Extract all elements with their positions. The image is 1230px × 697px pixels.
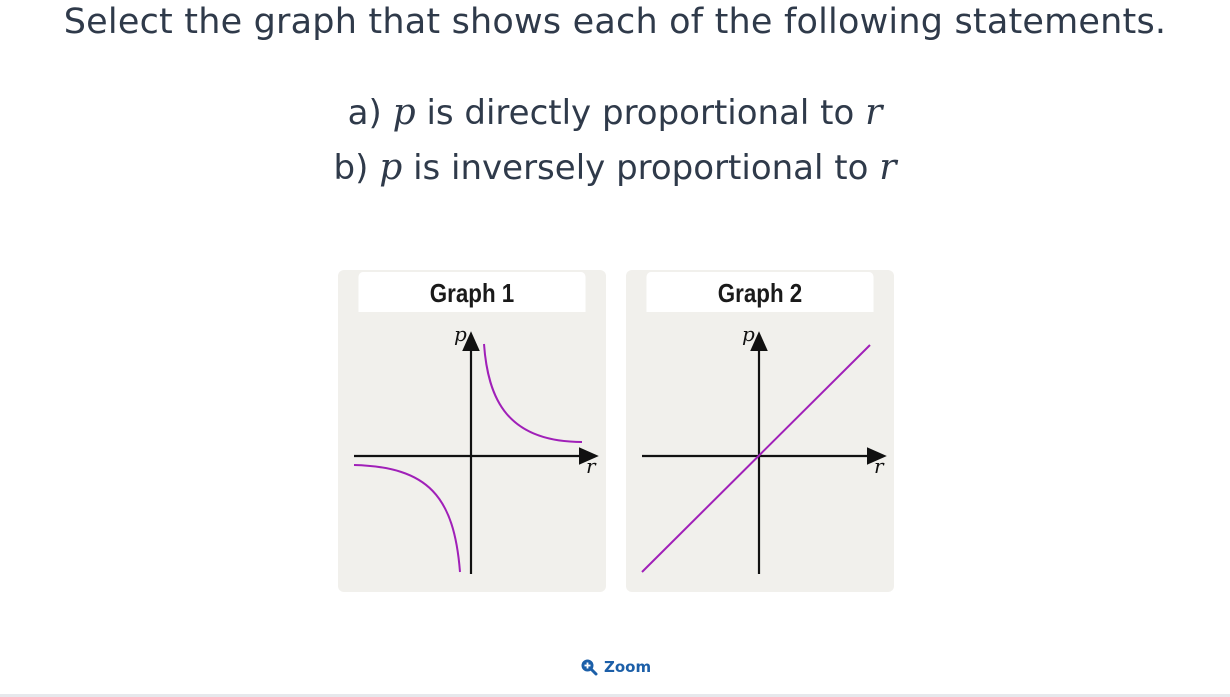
graph-2-card[interactable]	[626, 270, 894, 592]
graph-2-line	[642, 345, 870, 572]
graph-1-plot	[338, 270, 606, 592]
graph-1-y-label: p	[454, 322, 467, 346]
graph-1-title: Graph 1	[358, 272, 585, 312]
statement-a	[0, 91, 1230, 135]
statement-b-prefix: b)	[333, 148, 369, 188]
statement-a-var-r: r	[865, 92, 883, 133]
statement-b-var-p: p	[379, 147, 403, 188]
graph-1-curve-upper	[484, 344, 582, 442]
graph-2-y-label: p	[742, 322, 755, 346]
graph-1-curve-lower	[354, 465, 460, 572]
statement-b	[0, 146, 1230, 190]
statement-a-prefix: a)	[347, 93, 382, 133]
statement-a-var-p: p	[392, 92, 416, 133]
zoom-button[interactable]	[580, 656, 651, 678]
graph-1-card[interactable]	[338, 270, 606, 592]
graph-2-title: Graph 2	[646, 272, 873, 312]
statement-b-text: is inversely proportional to	[413, 148, 869, 188]
statement-a-text: is directly proportional to	[426, 93, 855, 133]
question-title: Select the graph that shows each of the following statements.	[63, 2, 1167, 42]
graph-2-plot	[626, 270, 894, 592]
zoom-in-icon	[580, 658, 598, 676]
graph-1-x-label: r	[586, 454, 596, 478]
zoom-label: Zoom	[604, 658, 652, 676]
graph-2-x-label: r	[874, 454, 884, 478]
statement-b-var-r: r	[879, 147, 897, 188]
